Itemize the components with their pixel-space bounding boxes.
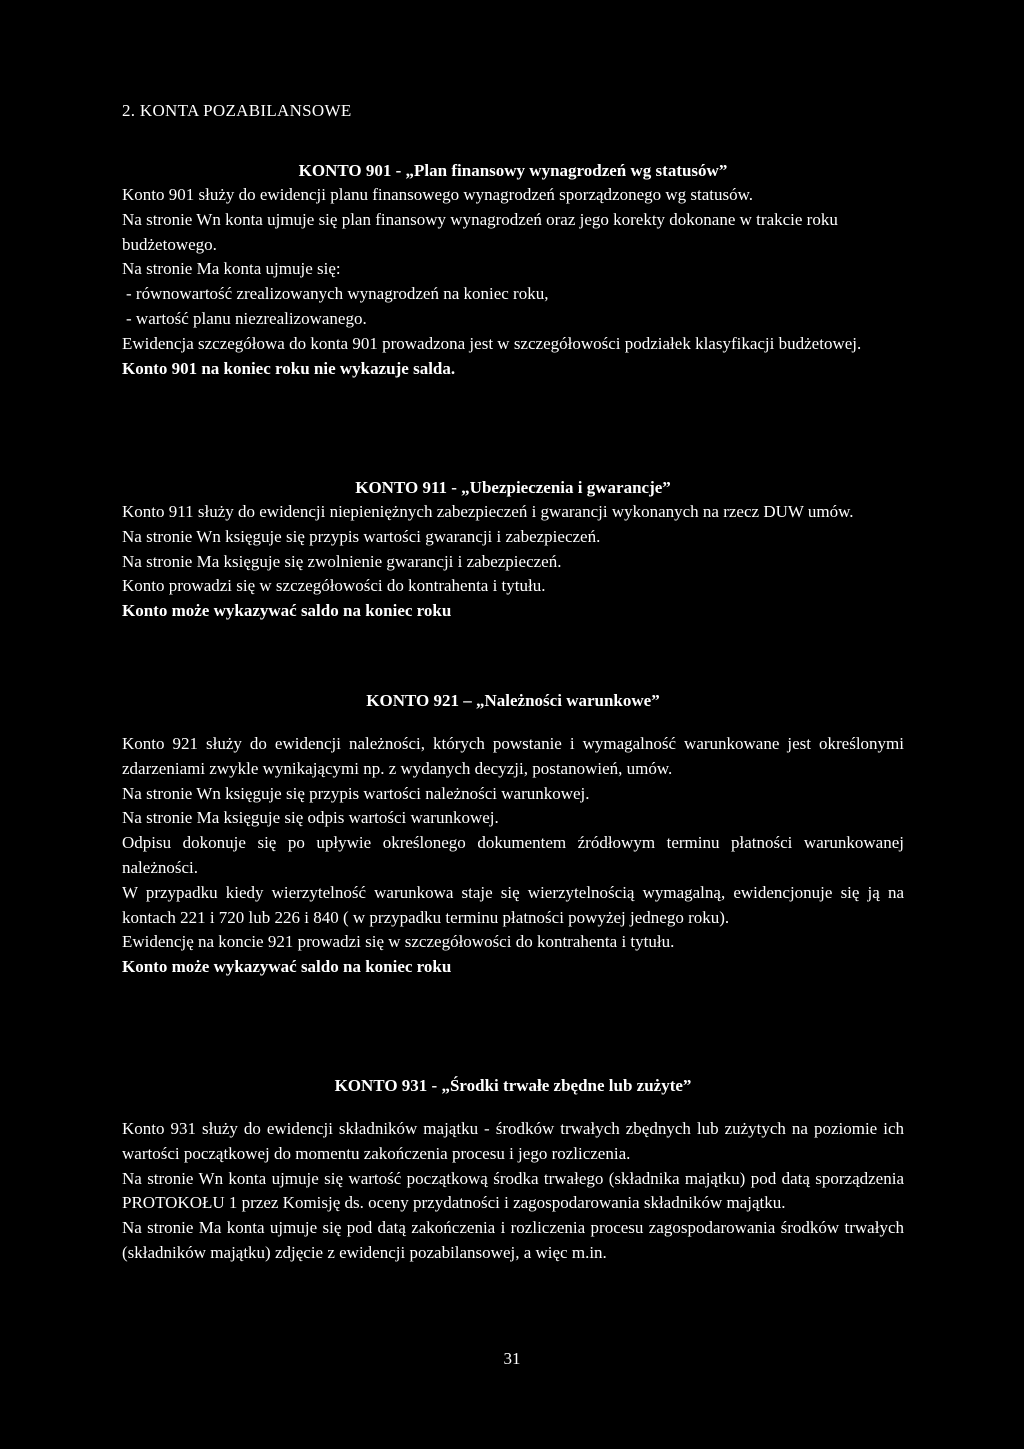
paragraph: Konto 901 służy do ewidencji planu finansowego wynagrodzeń sporządzonego wg statusów. bbox=[122, 185, 754, 204]
list-item: - równowartość zrealizowanych wynagrodzeń na koniec roku, bbox=[126, 284, 549, 304]
page-number: 31 bbox=[503, 1349, 521, 1368]
paragraph: Konto 911 służy do ewidencji niepieniężnych zabezpieczeń i gwarancji wykonanych na rzecz DUW umów. bbox=[122, 502, 854, 521]
paragraph: Konto prowadzi się w szczegółowości do kontrahenta i tytułu. bbox=[122, 576, 546, 596]
section-konto-901 bbox=[122, 158, 904, 381]
section-closing: Konto może wykazywać saldo na koniec roku bbox=[122, 601, 452, 621]
paragraph: W przypadku kiedy wierzytelność warunkowa staje się wierzytelnością wymagalną, ewidencjonuje się ją na kontach 221 i 720 lub 226 i 840 ( w przypadku terminu płatności powyżej jednego roku). bbox=[122, 882, 904, 927]
section-title: KONTO 931 - „Środki trwałe zbędne lub zużyte” bbox=[334, 1076, 692, 1095]
section-title: KONTO 911 - „Ubezpieczenia i gwarancje” bbox=[355, 478, 671, 497]
paragraph: Na stronie Wn konta ujmuje się wartość początkową środka trwałego (składnika majątku) pod datą sporządzenia PROTOKOŁU 1 przez Komisję ds. oceny przydatności i zagospodarowania składników majątku. bbox=[122, 1168, 904, 1213]
section-closing: Konto 901 na koniec roku nie wykazuje salda. bbox=[122, 358, 456, 378]
paragraph: Odpisu dokonuje się po upływie określonego dokumentem źródłowym terminu płatności warunkowanej należności. bbox=[122, 833, 904, 877]
section-title: KONTO 921 – „Należności warunkowe” bbox=[366, 691, 660, 710]
section-konto-921 bbox=[122, 688, 904, 980]
paragraph: Na stronie Ma konta ujmuje się pod datą zakończenia i rozliczenia procesu zagospodarowania środków trwałych (składników majątku) zdjęcie z ewidencji pozabilansowej, a więc m.in. bbox=[122, 1218, 904, 1262]
paragraph: Ewidencję na koncie 921 prowadzi się w szczegółowości do kontrahenta i tytułu. bbox=[122, 932, 675, 952]
section-konto-931 bbox=[122, 1073, 904, 1266]
page-heading: 2. KONTA POZABILANSOWE bbox=[122, 101, 352, 120]
list-item: - wartość planu niezrealizowanego. bbox=[126, 308, 367, 328]
paragraph: Na stronie Ma konta ujmuje się: bbox=[122, 259, 341, 279]
paragraph: Na stronie Ma księguje się zwolnienie gwarancji i zabezpieczeń. bbox=[122, 551, 562, 571]
paragraph: Na stronie Wn konta ujmuje się plan finansowy wynagrodzeń oraz jego korekty dokonane w trakcie roku budżetowego. bbox=[122, 209, 838, 254]
paragraph: Na stronie Wn księguje się przypis wartości należności warunkowej. bbox=[122, 783, 590, 803]
paragraph: Ewidencja szczegółowa do konta 901 prowadzona jest w szczegółowości podziałek klasyfikacji budżetowej. bbox=[122, 333, 862, 353]
section-closing: Konto może wykazywać saldo na koniec roku bbox=[122, 957, 452, 977]
section-konto-911 bbox=[122, 475, 904, 624]
paragraph: Konto 931 służy do ewidencji składników majątku - środków trwałych zbędnych lub zużytych na poziomie ich wartości początkowej do momentu zakończenia procesu i jego rozliczenia. bbox=[122, 1119, 904, 1163]
section-title: KONTO 901 - „Plan finansowy wynagrodzeń wg statusów” bbox=[298, 161, 728, 180]
paragraph: Na stronie Wn księguje się przypis wartości gwarancji i zabezpieczeń. bbox=[122, 526, 601, 546]
paragraph: Na stronie Ma księguje się odpis wartości warunkowej. bbox=[122, 808, 499, 828]
paragraph: Konto 921 służy do ewidencji należności, których powstanie i wymagalność warunkowane jest określonymi zdarzeniami zwykle wynikającymi np. z wydanych decyzji, postanowień, umów. bbox=[122, 734, 904, 778]
